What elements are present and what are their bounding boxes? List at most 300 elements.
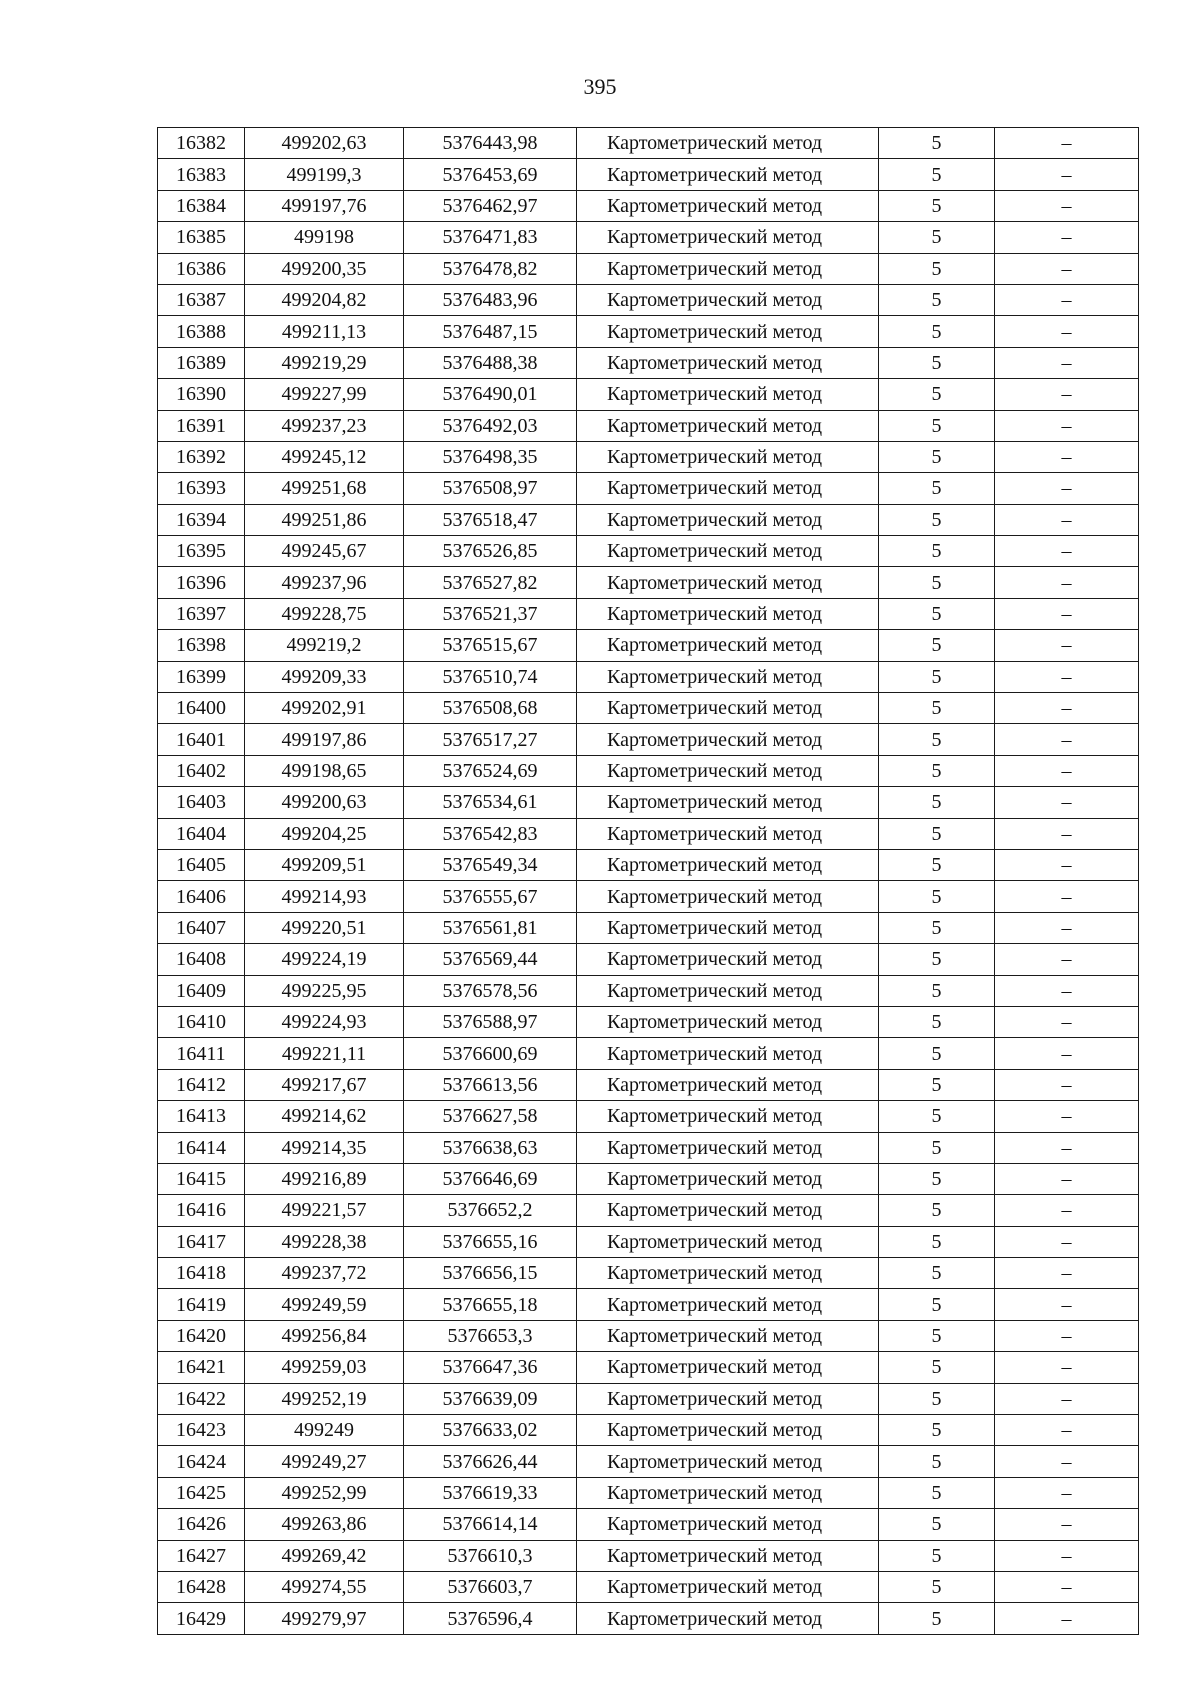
accuracy-cell: 5 [879,128,995,159]
point-number-cell: 16427 [158,1540,245,1571]
accuracy-cell: 5 [879,881,995,912]
description-cell: – [995,661,1139,692]
description-cell: – [995,1101,1139,1132]
point-number-cell: 16409 [158,975,245,1006]
description-cell: – [995,1415,1139,1446]
accuracy-cell: 5 [879,159,995,190]
accuracy-cell: 5 [879,912,995,943]
y-coordinate-cell: 5376527,82 [404,567,577,598]
method-cell: Картометрический метод [577,1258,879,1289]
description-cell: – [995,724,1139,755]
y-coordinate-cell: 5376619,33 [404,1477,577,1508]
method-cell: Картометрический метод [577,379,879,410]
table-row [158,1540,1139,1571]
point-number-cell: 16424 [158,1446,245,1477]
accuracy-cell: 5 [879,1477,995,1508]
x-coordinate-cell: 499220,51 [245,912,404,943]
description-cell: – [995,598,1139,629]
y-coordinate-cell: 5376492,03 [404,410,577,441]
method-cell: Картометрический метод [577,316,879,347]
accuracy-cell: 5 [879,473,995,504]
table-row [158,1571,1139,1602]
y-coordinate-cell: 5376518,47 [404,504,577,535]
description-cell: – [995,1320,1139,1351]
description-cell: – [995,1258,1139,1289]
table-row [158,1069,1139,1100]
table-row [158,598,1139,629]
accuracy-cell: 5 [879,818,995,849]
method-cell: Картометрический метод [577,1069,879,1100]
x-coordinate-cell: 499274,55 [245,1571,404,1602]
description-cell: – [995,128,1139,159]
method-cell: Картометрический метод [577,787,879,818]
table-row [158,1038,1139,1069]
y-coordinate-cell: 5376627,58 [404,1101,577,1132]
table-row [158,190,1139,221]
point-number-cell: 16420 [158,1320,245,1351]
point-number-cell: 16383 [158,159,245,190]
x-coordinate-cell: 499219,2 [245,630,404,661]
x-coordinate-cell: 499209,33 [245,661,404,692]
accuracy-cell: 5 [879,661,995,692]
y-coordinate-cell: 5376596,4 [404,1603,577,1634]
description-cell: – [995,881,1139,912]
table-row [158,975,1139,1006]
y-coordinate-cell: 5376655,18 [404,1289,577,1320]
y-coordinate-cell: 5376483,96 [404,284,577,315]
y-coordinate-cell: 5376508,68 [404,693,577,724]
accuracy-cell: 5 [879,347,995,378]
point-number-cell: 16402 [158,755,245,786]
point-number-cell: 16411 [158,1038,245,1069]
accuracy-cell: 5 [879,567,995,598]
point-number-cell: 16416 [158,1195,245,1226]
description-cell: – [995,284,1139,315]
y-coordinate-cell: 5376462,97 [404,190,577,221]
point-number-cell: 16417 [158,1226,245,1257]
table-row [158,253,1139,284]
x-coordinate-cell: 499202,63 [245,128,404,159]
method-cell: Картометрический метод [577,1540,879,1571]
y-coordinate-cell: 5376655,16 [404,1226,577,1257]
method-cell: Картометрический метод [577,159,879,190]
y-coordinate-cell: 5376524,69 [404,755,577,786]
point-number-cell: 16385 [158,222,245,253]
method-cell: Картометрический метод [577,1415,879,1446]
accuracy-cell: 5 [879,1320,995,1351]
method-cell: Картометрический метод [577,128,879,159]
description-cell: – [995,1163,1139,1194]
y-coordinate-cell: 5376488,38 [404,347,577,378]
accuracy-cell: 5 [879,1038,995,1069]
table-row [158,912,1139,943]
point-number-cell: 16422 [158,1383,245,1414]
table-row [158,1477,1139,1508]
accuracy-cell: 5 [879,1195,995,1226]
table-row [158,787,1139,818]
method-cell: Картометрический метод [577,536,879,567]
method-cell: Картометрический метод [577,661,879,692]
description-cell: – [995,379,1139,410]
accuracy-cell: 5 [879,1132,995,1163]
y-coordinate-cell: 5376453,69 [404,159,577,190]
table-row [158,630,1139,661]
point-number-cell: 16414 [158,1132,245,1163]
x-coordinate-cell: 499237,23 [245,410,404,441]
description-cell: – [995,536,1139,567]
table-row [158,693,1139,724]
method-cell: Картометрический метод [577,410,879,441]
x-coordinate-cell: 499249,59 [245,1289,404,1320]
description-cell: – [995,1477,1139,1508]
method-cell: Картометрический метод [577,222,879,253]
x-coordinate-cell: 499224,93 [245,1006,404,1037]
y-coordinate-cell: 5376653,3 [404,1320,577,1351]
x-coordinate-cell: 499200,35 [245,253,404,284]
table-row [158,1258,1139,1289]
method-cell: Картометрический метод [577,944,879,975]
table-row [158,567,1139,598]
accuracy-cell: 5 [879,504,995,535]
y-coordinate-cell: 5376638,63 [404,1132,577,1163]
method-cell: Картометрический метод [577,724,879,755]
method-cell: Картометрический метод [577,881,879,912]
table-row [158,724,1139,755]
accuracy-cell: 5 [879,190,995,221]
x-coordinate-cell: 499237,96 [245,567,404,598]
description-cell: – [995,1226,1139,1257]
accuracy-cell: 5 [879,630,995,661]
point-number-cell: 16410 [158,1006,245,1037]
method-cell: Картометрический метод [577,1226,879,1257]
table-row [158,661,1139,692]
x-coordinate-cell: 499211,13 [245,316,404,347]
description-cell: – [995,1509,1139,1540]
x-coordinate-cell: 499202,91 [245,693,404,724]
accuracy-cell: 5 [879,1446,995,1477]
x-coordinate-cell: 499249 [245,1415,404,1446]
description-cell: – [995,473,1139,504]
table-row [158,410,1139,441]
y-coordinate-cell: 5376510,74 [404,661,577,692]
description-cell: – [995,1352,1139,1383]
description-cell: – [995,787,1139,818]
method-cell: Картометрический метод [577,1132,879,1163]
x-coordinate-cell: 499245,12 [245,441,404,472]
y-coordinate-cell: 5376478,82 [404,253,577,284]
point-number-cell: 16413 [158,1101,245,1132]
method-cell: Картометрический метод [577,1509,879,1540]
y-coordinate-cell: 5376639,09 [404,1383,577,1414]
method-cell: Картометрический метод [577,441,879,472]
y-coordinate-cell: 5376471,83 [404,222,577,253]
x-coordinate-cell: 499197,76 [245,190,404,221]
table-row [158,222,1139,253]
description-cell: – [995,630,1139,661]
x-coordinate-cell: 499251,68 [245,473,404,504]
point-number-cell: 16393 [158,473,245,504]
description-cell: – [995,1383,1139,1414]
point-number-cell: 16394 [158,504,245,535]
table-row [158,1415,1139,1446]
x-coordinate-cell: 499214,93 [245,881,404,912]
y-coordinate-cell: 5376626,44 [404,1446,577,1477]
table-row [158,1352,1139,1383]
description-cell: – [995,347,1139,378]
method-cell: Картометрический метод [577,1571,879,1602]
description-cell: – [995,1289,1139,1320]
description-cell: – [995,1006,1139,1037]
x-coordinate-cell: 499219,29 [245,347,404,378]
accuracy-cell: 5 [879,787,995,818]
method-cell: Картометрический метод [577,1006,879,1037]
accuracy-cell: 5 [879,441,995,472]
accuracy-cell: 5 [879,1415,995,1446]
method-cell: Картометрический метод [577,1101,879,1132]
accuracy-cell: 5 [879,724,995,755]
table-row [158,504,1139,535]
point-number-cell: 16386 [158,253,245,284]
y-coordinate-cell: 5376578,56 [404,975,577,1006]
x-coordinate-cell: 499245,67 [245,536,404,567]
accuracy-cell: 5 [879,536,995,567]
point-number-cell: 16408 [158,944,245,975]
x-coordinate-cell: 499199,3 [245,159,404,190]
coordinates-table [157,127,1139,1635]
method-cell: Картометрический метод [577,1352,879,1383]
x-coordinate-cell: 499224,19 [245,944,404,975]
point-number-cell: 16391 [158,410,245,441]
point-number-cell: 16392 [158,441,245,472]
description-cell: – [995,1069,1139,1100]
description-cell: – [995,159,1139,190]
y-coordinate-cell: 5376526,85 [404,536,577,567]
method-cell: Картометрический метод [577,567,879,598]
x-coordinate-cell: 499251,86 [245,504,404,535]
accuracy-cell: 5 [879,1509,995,1540]
table-row [158,1006,1139,1037]
point-number-cell: 16415 [158,1163,245,1194]
accuracy-cell: 5 [879,379,995,410]
description-cell: – [995,222,1139,253]
y-coordinate-cell: 5376646,69 [404,1163,577,1194]
accuracy-cell: 5 [879,598,995,629]
point-number-cell: 16395 [158,536,245,567]
x-coordinate-cell: 499263,86 [245,1509,404,1540]
x-coordinate-cell: 499198 [245,222,404,253]
accuracy-cell: 5 [879,1571,995,1602]
point-number-cell: 16406 [158,881,245,912]
method-cell: Картометрический метод [577,347,879,378]
y-coordinate-cell: 5376652,2 [404,1195,577,1226]
y-coordinate-cell: 5376569,44 [404,944,577,975]
point-number-cell: 16398 [158,630,245,661]
y-coordinate-cell: 5376588,97 [404,1006,577,1037]
x-coordinate-cell: 499216,89 [245,1163,404,1194]
table-row [158,1603,1139,1634]
method-cell: Картометрический метод [577,818,879,849]
table-row [158,1132,1139,1163]
table-row [158,1226,1139,1257]
point-number-cell: 16419 [158,1289,245,1320]
accuracy-cell: 5 [879,944,995,975]
description-cell: – [995,1446,1139,1477]
method-cell: Картометрический метод [577,190,879,221]
description-cell: – [995,1603,1139,1634]
method-cell: Картометрический метод [577,693,879,724]
method-cell: Картометрический метод [577,1289,879,1320]
y-coordinate-cell: 5376490,01 [404,379,577,410]
method-cell: Картометрический метод [577,1195,879,1226]
table-row [158,881,1139,912]
table-row [158,441,1139,472]
x-coordinate-cell: 499217,67 [245,1069,404,1100]
page-number: 395 [583,74,617,99]
point-number-cell: 16429 [158,1603,245,1634]
table-row [158,1195,1139,1226]
x-coordinate-cell: 499209,51 [245,849,404,880]
point-number-cell: 16403 [158,787,245,818]
description-cell: – [995,849,1139,880]
method-cell: Картометрический метод [577,1383,879,1414]
accuracy-cell: 5 [879,284,995,315]
accuracy-cell: 5 [879,1289,995,1320]
description-cell: – [995,912,1139,943]
x-coordinate-cell: 499200,63 [245,787,404,818]
table-row [158,755,1139,786]
description-cell: – [995,975,1139,1006]
x-coordinate-cell: 499259,03 [245,1352,404,1383]
method-cell: Картометрический метод [577,630,879,661]
table-row [158,1446,1139,1477]
accuracy-cell: 5 [879,1383,995,1414]
x-coordinate-cell: 499214,62 [245,1101,404,1132]
table-row [158,1509,1139,1540]
x-coordinate-cell: 499214,35 [245,1132,404,1163]
x-coordinate-cell: 499228,38 [245,1226,404,1257]
point-number-cell: 16390 [158,379,245,410]
table-row [158,284,1139,315]
y-coordinate-cell: 5376614,14 [404,1509,577,1540]
description-cell: – [995,316,1139,347]
y-coordinate-cell: 5376517,27 [404,724,577,755]
coordinates-table-body [158,128,1139,1635]
table-row [158,1101,1139,1132]
y-coordinate-cell: 5376534,61 [404,787,577,818]
y-coordinate-cell: 5376508,97 [404,473,577,504]
method-cell: Картометрический метод [577,1477,879,1508]
description-cell: – [995,441,1139,472]
point-number-cell: 16423 [158,1415,245,1446]
accuracy-cell: 5 [879,1603,995,1634]
table-row [158,536,1139,567]
y-coordinate-cell: 5376443,98 [404,128,577,159]
method-cell: Картометрический метод [577,1163,879,1194]
method-cell: Картометрический метод [577,253,879,284]
x-coordinate-cell: 499204,25 [245,818,404,849]
y-coordinate-cell: 5376633,02 [404,1415,577,1446]
accuracy-cell: 5 [879,1258,995,1289]
x-coordinate-cell: 499252,19 [245,1383,404,1414]
y-coordinate-cell: 5376647,36 [404,1352,577,1383]
y-coordinate-cell: 5376656,15 [404,1258,577,1289]
point-number-cell: 16418 [158,1258,245,1289]
description-cell: – [995,1571,1139,1602]
point-number-cell: 16407 [158,912,245,943]
y-coordinate-cell: 5376521,37 [404,598,577,629]
point-number-cell: 16428 [158,1571,245,1602]
x-coordinate-cell: 499221,11 [245,1038,404,1069]
point-number-cell: 16412 [158,1069,245,1100]
method-cell: Картометрический метод [577,1603,879,1634]
method-cell: Картометрический метод [577,504,879,535]
accuracy-cell: 5 [879,1226,995,1257]
accuracy-cell: 5 [879,222,995,253]
y-coordinate-cell: 5376610,3 [404,1540,577,1571]
table-row [158,473,1139,504]
method-cell: Картометрический метод [577,1320,879,1351]
y-coordinate-cell: 5376603,7 [404,1571,577,1602]
point-number-cell: 16404 [158,818,245,849]
accuracy-cell: 5 [879,253,995,284]
x-coordinate-cell: 499252,99 [245,1477,404,1508]
x-coordinate-cell: 499197,86 [245,724,404,755]
y-coordinate-cell: 5376498,35 [404,441,577,472]
description-cell: – [995,253,1139,284]
point-number-cell: 16389 [158,347,245,378]
table-row [158,347,1139,378]
x-coordinate-cell: 499269,42 [245,1540,404,1571]
table-row [158,818,1139,849]
description-cell: – [995,818,1139,849]
description-cell: – [995,1132,1139,1163]
y-coordinate-cell: 5376549,34 [404,849,577,880]
method-cell: Картометрический метод [577,1038,879,1069]
x-coordinate-cell: 499198,65 [245,755,404,786]
description-cell: – [995,1195,1139,1226]
y-coordinate-cell: 5376542,83 [404,818,577,849]
x-coordinate-cell: 499225,95 [245,975,404,1006]
point-number-cell: 16405 [158,849,245,880]
point-number-cell: 16382 [158,128,245,159]
description-cell: – [995,755,1139,786]
accuracy-cell: 5 [879,849,995,880]
accuracy-cell: 5 [879,1352,995,1383]
description-cell: – [995,567,1139,598]
accuracy-cell: 5 [879,1069,995,1100]
table-row [158,849,1139,880]
accuracy-cell: 5 [879,1540,995,1571]
x-coordinate-cell: 499256,84 [245,1320,404,1351]
table-row [158,316,1139,347]
method-cell: Картометрический метод [577,284,879,315]
description-cell: – [995,504,1139,535]
table-row [158,379,1139,410]
y-coordinate-cell: 5376561,81 [404,912,577,943]
description-cell: – [995,190,1139,221]
y-coordinate-cell: 5376613,56 [404,1069,577,1100]
accuracy-cell: 5 [879,316,995,347]
method-cell: Картометрический метод [577,598,879,629]
point-number-cell: 16387 [158,284,245,315]
point-number-cell: 16401 [158,724,245,755]
table-row [158,159,1139,190]
point-number-cell: 16396 [158,567,245,598]
description-cell: – [995,1540,1139,1571]
description-cell: – [995,944,1139,975]
method-cell: Картометрический метод [577,473,879,504]
point-number-cell: 16400 [158,693,245,724]
